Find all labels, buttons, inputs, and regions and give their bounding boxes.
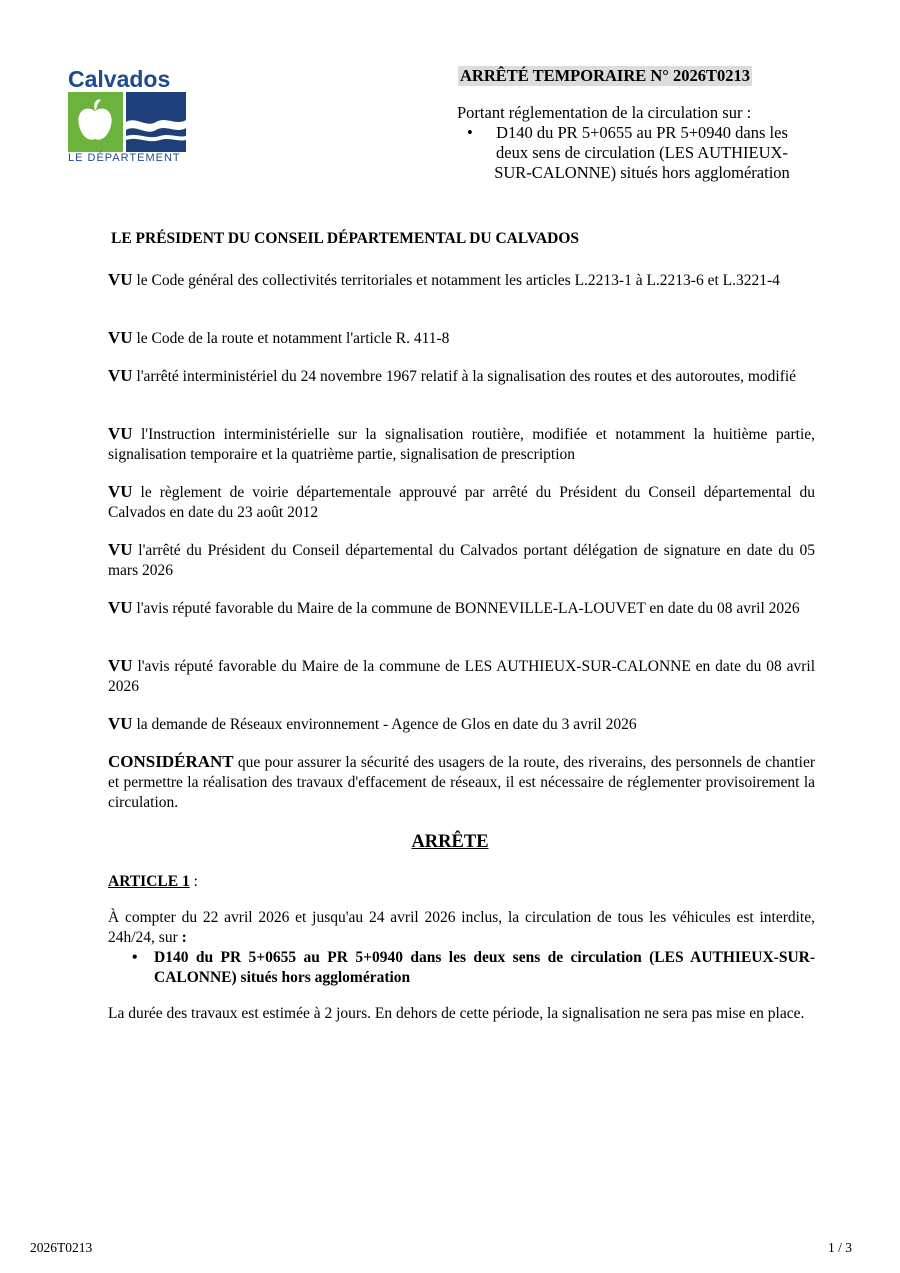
bullet-icon: • — [132, 949, 138, 966]
waves-icon — [126, 92, 186, 152]
visa-8 — [108, 656, 815, 697]
logo-subtitle: LE DÉPARTEMENT — [68, 152, 181, 164]
apple-icon — [68, 92, 123, 152]
president-heading: LE PRÉSIDENT DU CONSEIL DÉPARTEMENTAL DU CALVADOS — [111, 230, 580, 247]
article-1-heading — [108, 872, 815, 892]
article-intro-colon: : — [181, 929, 187, 946]
arrete-header — [455, 66, 805, 183]
visa-text: le Code général des collectivités territoriales et notamment les articles L.2213-1 à L.2213-6 et L.3221-4 — [136, 272, 780, 289]
visa-key: VU — [108, 656, 133, 675]
bullet-icon: • — [467, 123, 473, 142]
visa-text: le règlement de voirie départementale approuvé par arrêté du Président du Conseil départemental du Calvados en date du 23 août 2012 — [108, 484, 815, 521]
article-intro-text: À compter du 22 avril 2026 et jusqu'au 24 avril 2026 inclus, la circulation de tous les véhicules est interdite, 24h/24, sur — [108, 909, 815, 946]
article-intro — [108, 908, 815, 948]
considerant — [108, 752, 815, 813]
visa-1 — [108, 270, 815, 291]
visa-3 — [108, 366, 815, 387]
visa-4 — [108, 424, 815, 465]
arrete-heading: ARRÊTE — [411, 832, 489, 852]
visa-key: VU — [108, 366, 133, 385]
visa-7 — [108, 598, 815, 619]
visa-9 — [108, 714, 815, 735]
article-list-item — [108, 948, 815, 988]
visa-key: VU — [108, 482, 133, 501]
article-list — [108, 948, 815, 988]
logo-blue-block — [126, 92, 186, 152]
considerant-key: CONSIDÉRANT — [108, 752, 234, 771]
arrete-title: ARRÊTÉ TEMPORAIRE N° 2026T0213 — [460, 66, 751, 85]
subject-item-text: D140 du PR 5+0655 au PR 5+0940 dans les deux sens de circulation (LES AUTHIEUX-SUR-CALONNE) situés hors agglomération — [494, 123, 790, 182]
visa-text: l'avis réputé favorable du Maire de la commune de BONNEVILLE-LA-LOUVET en date du 08 avril 2026 — [136, 600, 800, 617]
visa-key: VU — [108, 328, 133, 347]
visa-key: VU — [108, 540, 133, 559]
visa-text: l'arrêté du Président du Conseil départemental du Calvados portant délégation de signature en date du 05 mars 2026 — [108, 542, 815, 579]
visa-text: la demande de Réseaux environnement - Agence de Glos en date du 3 avril 2026 — [136, 716, 637, 733]
subject-intro: Portant réglementation de la circulation sur : — [457, 103, 752, 122]
visa-2 — [108, 328, 815, 349]
article-1-body — [108, 908, 815, 988]
visa-6 — [108, 540, 815, 581]
article-duration: La durée des travaux est estimée à 2 jours. En dehors de cette période, la signalisation ne sera pas mise en place. — [108, 1005, 805, 1022]
visa-key: VU — [108, 270, 133, 289]
visa-text: le Code de la route et notamment l'article R. 411-8 — [136, 330, 450, 347]
footer-reference: 2026T0213 — [30, 1240, 93, 1255]
article-title: ARTICLE 1 — [108, 873, 190, 890]
visa-key: VU — [108, 424, 133, 443]
logo-title: Calvados — [68, 66, 171, 92]
considerant-text: que pour assurer la sécurité des usagers de la route, des riverains, des personnels de chantier et permettre la réalisation des travaux d'effacement de réseaux, il est nécessaire de réglementer provisoirement la circulation. — [108, 754, 816, 811]
visa-text: l'Instruction interministérielle sur la signalisation routière, modifiée et notamment la huitième partie, signalisation temporaire et la quatrième partie, signalisation de prescription — [108, 426, 816, 463]
visa-5 — [108, 482, 815, 523]
article-title-suffix: : — [189, 873, 198, 890]
visa-key: VU — [108, 598, 133, 617]
footer-page-number: 1 / 3 — [827, 1240, 852, 1255]
visa-key: VU — [108, 714, 133, 733]
logo-green-block — [68, 92, 123, 152]
subject-item — [455, 123, 792, 183]
calvados-logo — [66, 66, 188, 166]
subject-list — [455, 123, 805, 183]
visa-text: l'avis réputé favorable du Maire de la commune de LES AUTHIEUX-SUR-CALONNE en date du 08 avril 2026 — [108, 658, 816, 695]
article-list-item-text: D140 du PR 5+0655 au PR 5+0940 dans les deux sens de circulation (LES AUTHIEUX-SUR-CALONNE) situés hors agglomération — [154, 949, 815, 986]
visa-text: l'arrêté interministériel du 24 novembre 1967 relatif à la signalisation des routes et des autoroutes, modifié — [136, 368, 797, 385]
